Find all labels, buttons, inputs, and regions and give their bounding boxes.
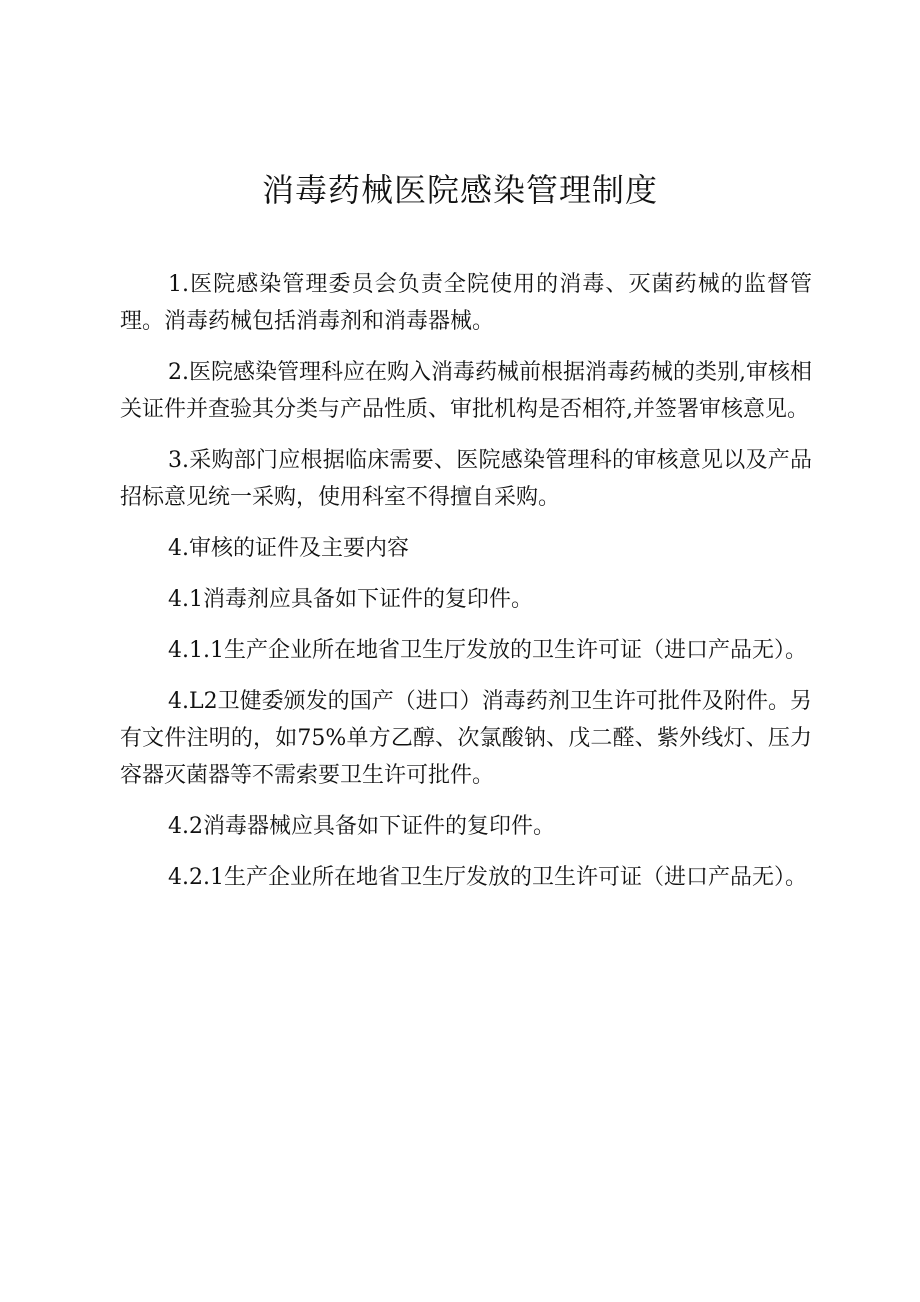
paragraph-4-2: 4.2消毒器械应具备如下证件的复印件。 bbox=[168, 814, 555, 839]
paragraph-4-1: 4.1消毒剂应具备如下证件的复印件。 bbox=[168, 587, 533, 612]
document-title: 消毒药械医院感染管理制度 bbox=[261, 171, 658, 209]
paragraph-4-1-2: 4.L2卫健委颁发的国产（进口）消毒药剂卫生许可批件及附件。另有文件注明的，如75%单方乙醇、次氯酸钠、戊二醛、紫外线灯、压力容器灭菌器等不需索要卫生许可批件。 bbox=[120, 689, 812, 788]
paragraph-1: 1.医院感染管理委员会负责全院使用的消毒、灭菌药械的监督管理。消毒药械包括消毒剂和消毒器械。 bbox=[120, 272, 812, 334]
paragraph-3: 3.采购部门应根据临床需要、医院感染管理科的审核意见以及产品招标意见统一采购，使用科室不得擅自采购。 bbox=[120, 448, 812, 510]
document-body bbox=[120, 266, 812, 910]
paragraph-4-2-1: 4.2.1生产企业所在地省卫生厅发放的卫生许可证（进口产品无）。 bbox=[168, 865, 807, 890]
paragraph-4: 4.审核的证件及主要内容 bbox=[168, 536, 409, 561]
paragraph-2: 2.医院感染管理科应在购入消毒药械前根据消毒药械的类别,审核相关证件并查验其分类与产品性质、审批机构是否相符,并签署审核意见。 bbox=[120, 360, 812, 422]
paragraph-4-1-1: 4.1.1生产企业所在地省卫生厅发放的卫生许可证（进口产品无）。 bbox=[168, 638, 807, 663]
